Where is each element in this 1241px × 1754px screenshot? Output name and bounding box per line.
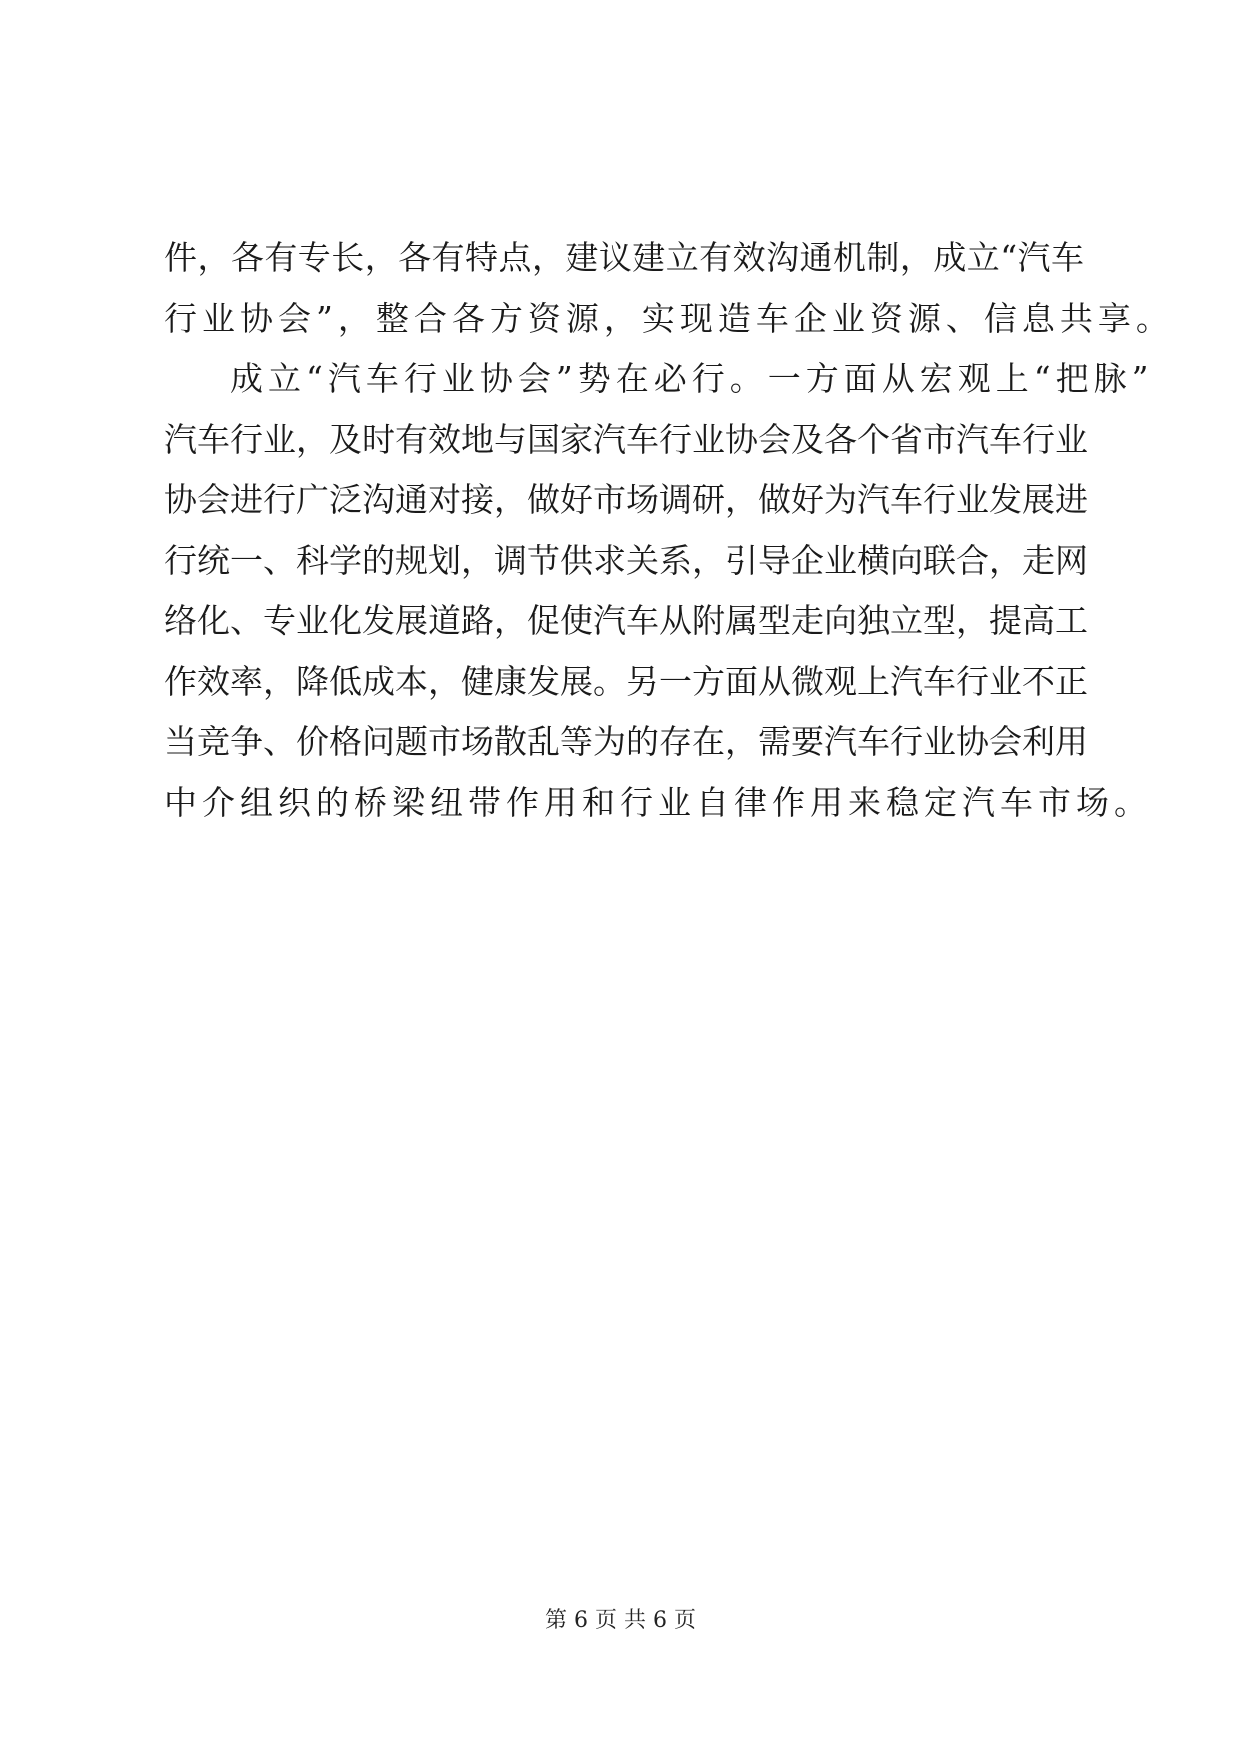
text-line: 当竞争、价格问题市场散乱等为的存在，需要汽车行业协会利用 bbox=[164, 722, 1088, 761]
text-line: 件，各有专长，各有特点，建议建立有效沟通机制，成立“汽车 bbox=[164, 238, 1084, 277]
text-line: 汽车行业，及时有效地与国家汽车行业协会及各个省市汽车行业 bbox=[164, 419, 1088, 459]
paragraph-2 bbox=[164, 349, 1154, 833]
body-text bbox=[164, 228, 1174, 833]
text-line: 行业协会”，整合各方资源，实现造车企业资源、信息共享。 bbox=[164, 298, 1174, 338]
page-number-footer: 第 6 页 共 6 页 bbox=[545, 1608, 696, 1633]
text-line: 成立“汽车行业协会”势在必行。一方面从宏观上“把脉” bbox=[230, 359, 1154, 398]
text-line: 行统一、科学的规划，调节供求关系，引导企业横向联合，走网 bbox=[164, 540, 1088, 580]
text-line: 作效率，降低成本，健康发展。另一方面从微观上汽车行业不正 bbox=[164, 661, 1088, 701]
paragraph-1 bbox=[164, 228, 1174, 349]
text-line: 中介组织的桥梁纽带作用和行业自律作用来稳定汽车市场。 bbox=[164, 782, 1152, 822]
text-line: 络化、专业化发展道路，促使汽车从附属型走向独立型，提高工 bbox=[164, 601, 1088, 640]
text-line: 协会进行广泛沟通对接，做好市场调研，做好为汽车行业发展进 bbox=[164, 480, 1088, 519]
